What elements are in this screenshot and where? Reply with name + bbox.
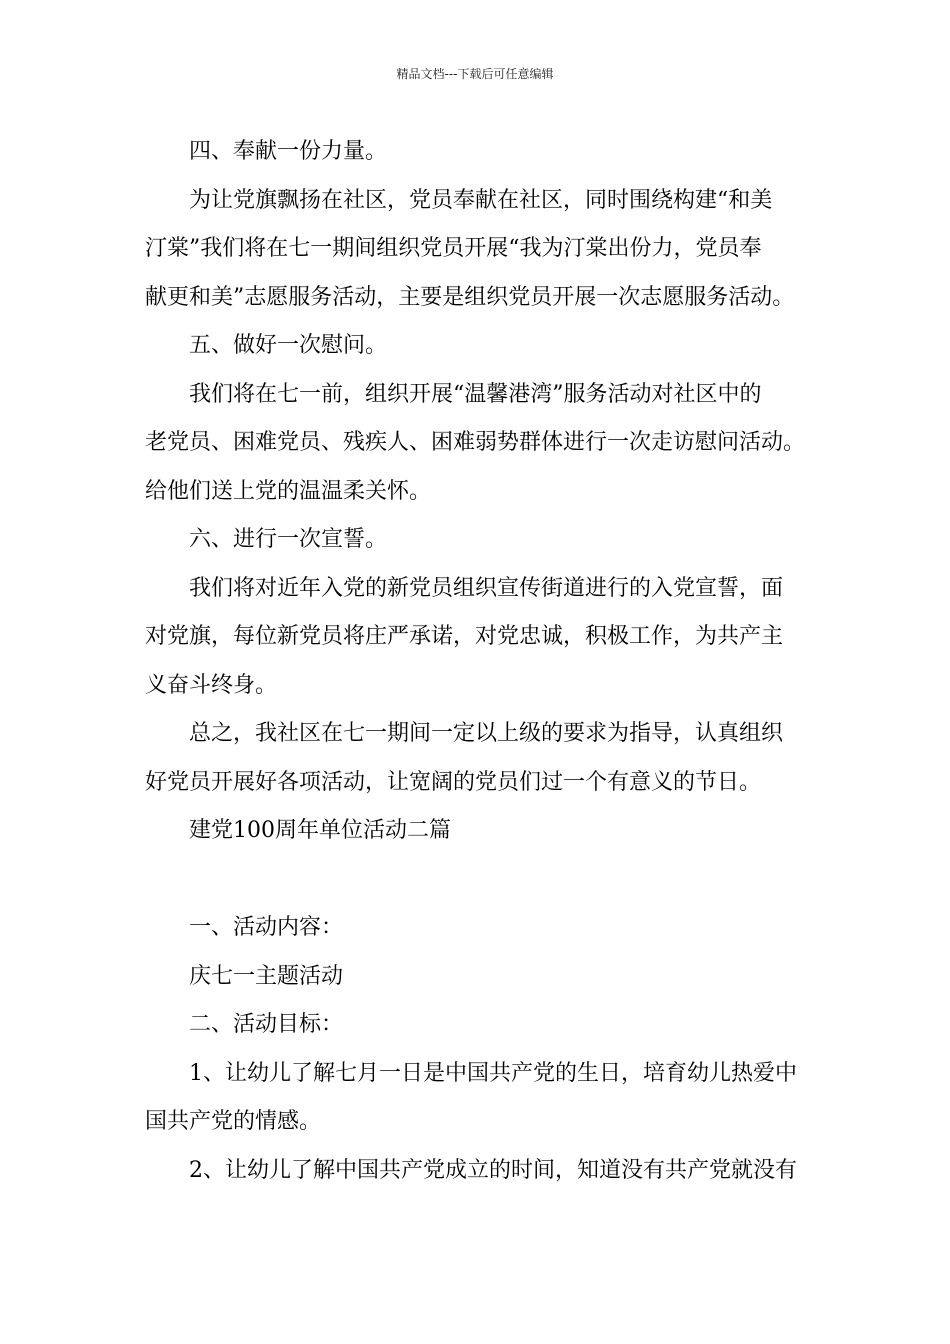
text-line: 献更和美”志愿服务活动，主要是组织党员开展一次志愿服务活动。 <box>145 284 795 310</box>
text-line: 我们将在七一前，组织开展“温馨港湾”服务活动对社区中的 <box>189 381 762 407</box>
blank-line <box>145 856 810 905</box>
text-line: 为让党旗飘扬在社区，党员奉献在社区，同时围绕构建“和美 <box>189 187 773 213</box>
page-header: 精品文档---下载后可任意编辑 <box>396 67 554 81</box>
text-line: 老党员、困难党员、残疾人、困难弱势群体进行一次走访慰问活动。 <box>145 430 806 455</box>
text-line: 五、做好一次慰问。 <box>189 333 388 358</box>
text-line: 四、奉献一份力量。 <box>189 139 388 164</box>
text-line: 2、让幼儿了解中国共产党成立的时间，知道没有共产党就没有 <box>189 1157 797 1183</box>
text-line: 国共产党的情感。 <box>145 1109 322 1134</box>
text-line: 六、进行一次宣誓。 <box>189 527 388 552</box>
text-line: 总之，我社区在七一期间一定以上级的要求为指导，认真组织 <box>189 721 784 746</box>
text-line: 二、活动目标： <box>189 1012 344 1037</box>
text-line: 我们将对近年入党的新党员组织宣传街道进行的入党宣誓，面 <box>189 575 784 601</box>
text-line: 汀棠”我们将在七一期间组织党员开展“我为汀棠出份力，党员奉 <box>145 236 762 261</box>
text-line: 庆七一主题活动 <box>189 963 344 989</box>
text-line: 一、活动内容： <box>189 915 344 940</box>
text-line: 1、让幼儿了解七月一日是中国共产党的生日，培育幼儿热爱中 <box>189 1060 797 1086</box>
text-line: 义奋斗终身。 <box>145 672 278 698</box>
document-body <box>145 128 810 1195</box>
text-line: 给他们送上党的温温柔关怀。 <box>145 478 432 504</box>
text-line: 好党员开展好各项活动，让宽阔的党员们过一个有意义的节日。 <box>145 769 762 795</box>
text-line: 建党100周年单位活动二篇 <box>189 818 451 843</box>
text-line: 对党旗，每位新党员将庄严承诺，对党忠诚，积极工作，为共产主 <box>145 624 784 649</box>
